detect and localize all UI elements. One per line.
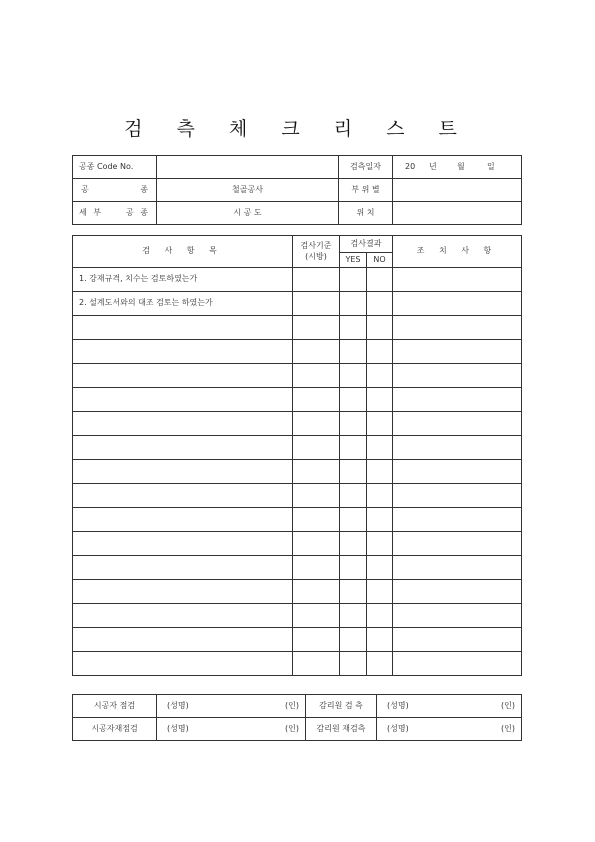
item-cell[interactable] [73,436,293,460]
signature-row-1 [73,695,522,718]
table-row [73,388,522,412]
yes-cell[interactable] [340,556,367,580]
date-month-unit: 월 [457,161,465,171]
no-cell[interactable] [367,484,393,508]
column-header-yes: YES [340,253,367,268]
supervisor-inspection-name: (성명) [387,700,409,710]
no-cell[interactable] [367,292,393,316]
yes-cell[interactable] [340,388,367,412]
signature-row-2 [73,718,522,741]
items-header-row [73,236,522,253]
supervisor-reinspection-label: 감리원 재검측 [306,718,377,741]
criteria-cell[interactable] [293,628,340,652]
table-row [73,556,522,580]
item-cell[interactable] [73,460,293,484]
column-header-item: 검 사 항 목 [73,236,293,268]
action-cell[interactable] [393,364,522,388]
action-cell[interactable] [393,316,522,340]
header-row-code [73,156,522,179]
page-title: 검 측 체 크 리 스 트 [124,118,471,140]
criteria-cell[interactable] [293,604,340,628]
action-cell[interactable] [393,484,522,508]
supervisor-reinspection-sign[interactable] [377,718,522,741]
contractor-recheck-name: (성명) [167,723,189,733]
no-cell[interactable] [367,580,393,604]
contractor-check-seal: (인) [285,700,299,710]
yes-cell[interactable] [340,316,367,340]
detail-label-2: 공 종 [126,207,150,217]
header-row-work-type [73,179,522,202]
work-code-field[interactable] [157,156,339,179]
item-cell[interactable] [73,532,293,556]
supervisor-inspection-seal: (인) [501,700,515,710]
work-type-label-2: 종 [140,184,148,194]
yes-cell[interactable] [340,628,367,652]
item-cell[interactable] [73,388,293,412]
criteria-cell[interactable] [293,484,340,508]
action-cell[interactable] [393,604,522,628]
item-cell[interactable] [73,364,293,388]
yes-cell[interactable] [340,292,367,316]
location-label: 위 치 [339,202,393,225]
criteria-cell[interactable] [293,532,340,556]
no-cell[interactable] [367,316,393,340]
column-header-criteria [293,236,340,268]
table-row [73,508,522,532]
yes-cell[interactable] [340,580,367,604]
contractor-check-sign[interactable] [157,695,306,718]
item-cell[interactable] [73,412,293,436]
no-cell[interactable] [367,556,393,580]
yes-cell[interactable] [340,340,367,364]
no-cell[interactable] [367,388,393,412]
item-cell[interactable] [73,340,293,364]
items-body [73,268,522,676]
item-cell[interactable] [73,580,293,604]
header-table [72,155,522,225]
criteria-line2: (시방) [305,251,327,261]
criteria-cell[interactable] [293,364,340,388]
table-row [73,268,522,292]
table-row [73,292,522,316]
yes-cell[interactable] [340,436,367,460]
part-label: 부 위 별 [339,179,393,202]
no-cell[interactable] [367,460,393,484]
yes-cell[interactable] [340,508,367,532]
supervisor-inspection-sign[interactable] [377,695,522,718]
action-cell[interactable] [393,292,522,316]
yes-cell[interactable] [340,412,367,436]
item-cell[interactable] [73,652,293,676]
inspection-date-label: 검측일자 [339,156,393,179]
table-row [73,364,522,388]
criteria-cell[interactable] [293,268,340,292]
criteria-cell[interactable] [293,316,340,340]
detail-value[interactable]: 시 공 도 [157,202,339,225]
table-row [73,628,522,652]
inspection-items-table [72,235,522,676]
column-header-action: 조 치 사 항 [393,236,522,268]
item-cell[interactable]: 1. 강재규격, 치수는 검토하였는가 [73,268,293,292]
item-cell[interactable] [73,508,293,532]
table-row [73,604,522,628]
work-type-value[interactable]: 철골공사 [157,179,339,202]
signature-table [72,694,522,741]
table-row [73,484,522,508]
no-cell[interactable] [367,652,393,676]
criteria-cell[interactable] [293,556,340,580]
column-header-no: NO [367,253,393,268]
item-cell[interactable] [73,556,293,580]
date-day-unit: 일 [487,161,495,171]
supervisor-reinspection-name: (성명) [387,723,409,733]
no-cell[interactable] [367,532,393,556]
action-cell[interactable] [393,532,522,556]
contractor-check-label: 시공자 점검 [73,695,157,718]
detail-label-1: 세 부 [79,207,103,217]
inspection-date-field[interactable] [393,156,522,179]
no-cell[interactable] [367,340,393,364]
table-row [73,340,522,364]
work-type-label [73,179,157,202]
table-row [73,316,522,340]
criteria-cell[interactable] [293,412,340,436]
work-type-label-1: 공 [81,184,89,194]
item-cell[interactable] [73,604,293,628]
table-row [73,412,522,436]
action-cell[interactable] [393,436,522,460]
no-cell[interactable] [367,436,393,460]
item-cell[interactable]: 2. 설계도서와의 대조 검토는 하였는가 [73,292,293,316]
table-row [73,460,522,484]
table-row [73,436,522,460]
action-cell[interactable] [393,268,522,292]
criteria-cell[interactable] [293,388,340,412]
item-cell[interactable] [73,628,293,652]
yes-cell[interactable] [340,460,367,484]
header-row-detail [73,202,522,225]
supervisor-inspection-label: 감리원 검 측 [306,695,377,718]
yes-cell[interactable] [340,652,367,676]
yes-cell[interactable] [340,532,367,556]
criteria-cell[interactable] [293,508,340,532]
action-cell[interactable] [393,556,522,580]
action-cell[interactable] [393,508,522,532]
date-year-prefix: 20 [405,161,416,171]
no-cell[interactable] [367,364,393,388]
no-cell[interactable] [367,412,393,436]
no-cell[interactable] [367,268,393,292]
criteria-cell[interactable] [293,436,340,460]
no-cell[interactable] [367,604,393,628]
criteria-cell[interactable] [293,340,340,364]
action-cell[interactable] [393,652,522,676]
detail-label [73,202,157,225]
criteria-cell[interactable] [293,460,340,484]
table-row [73,652,522,676]
no-cell[interactable] [367,628,393,652]
yes-cell[interactable] [340,268,367,292]
item-cell[interactable] [73,316,293,340]
action-cell[interactable] [393,412,522,436]
work-code-label: 공종 Code No. [73,156,157,179]
location-field[interactable] [393,202,522,225]
criteria-cell[interactable] [293,652,340,676]
yes-cell[interactable] [340,364,367,388]
action-cell[interactable] [393,340,522,364]
action-cell[interactable] [393,460,522,484]
item-cell[interactable] [73,484,293,508]
table-row [73,532,522,556]
contractor-recheck-label: 시공자재점검 [73,718,157,741]
criteria-line1: 검사기준 [300,240,332,250]
criteria-cell[interactable] [293,292,340,316]
action-cell[interactable] [393,388,522,412]
contractor-recheck-seal: (인) [285,723,299,733]
contractor-recheck-sign[interactable] [157,718,306,741]
no-cell[interactable] [367,508,393,532]
supervisor-reinspection-seal: (인) [501,723,515,733]
action-cell[interactable] [393,580,522,604]
yes-cell[interactable] [340,484,367,508]
contractor-check-name: (성명) [167,700,189,710]
column-header-result: 검사결과 [340,236,393,253]
criteria-cell[interactable] [293,580,340,604]
part-field[interactable] [393,179,522,202]
yes-cell[interactable] [340,604,367,628]
date-year-unit: 년 [429,161,437,171]
table-row [73,580,522,604]
action-cell[interactable] [393,628,522,652]
